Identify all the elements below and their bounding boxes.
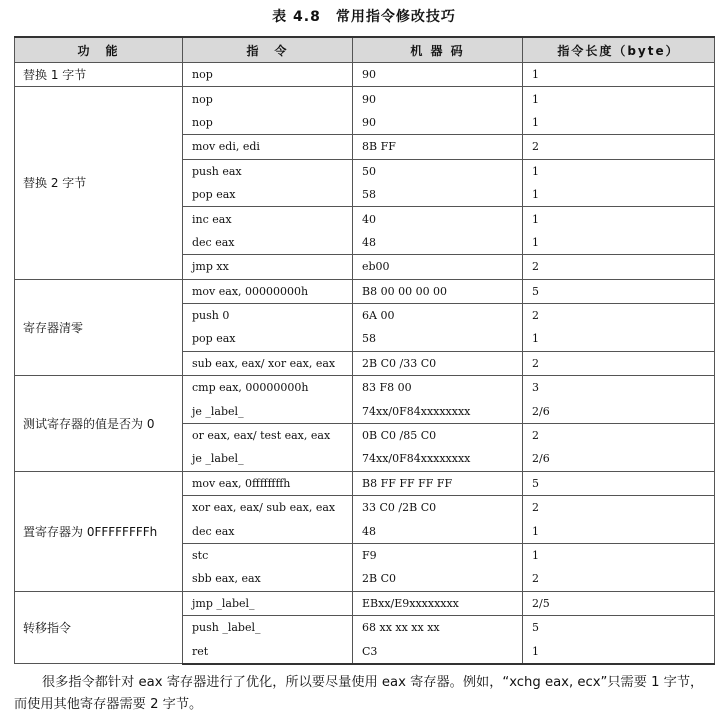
length-cell: 5 bbox=[523, 471, 715, 495]
machine-code-cell: 0B C0 /85 C0 bbox=[353, 423, 523, 447]
instruction-cell: push eax bbox=[183, 159, 353, 183]
machine-code-cell: B8 00 00 00 00 bbox=[353, 279, 523, 303]
machine-code-cell: 2B C0 /33 C0 bbox=[353, 351, 523, 375]
instruction-cell: sub eax, eax/ xor eax, eax bbox=[183, 351, 353, 375]
length-cell: 5 bbox=[523, 279, 715, 303]
table-caption: 表 4.8 常用指令修改技巧 bbox=[272, 9, 456, 25]
machine-code-cell: F9 bbox=[353, 543, 523, 567]
instruction-cell: nop bbox=[183, 111, 353, 135]
machine-code-cell: 90 bbox=[353, 63, 523, 87]
instruction-cell: pop eax bbox=[183, 327, 353, 351]
machine-code-cell: EBxx/E9xxxxxxxx bbox=[353, 591, 523, 615]
length-cell: 2/5 bbox=[523, 591, 715, 615]
function-cell: 置寄存器为 0FFFFFFFFh bbox=[15, 471, 183, 591]
instruction-cell: dec eax bbox=[183, 519, 353, 543]
instruction-cell: mov edi, edi bbox=[183, 135, 353, 159]
length-cell: 1 bbox=[523, 519, 715, 543]
length-cell: 1 bbox=[523, 183, 715, 207]
instruction-cell: stc bbox=[183, 543, 353, 567]
machine-code-cell: 2B C0 bbox=[353, 567, 523, 591]
length-cell: 2 bbox=[523, 567, 715, 591]
length-cell: 2 bbox=[523, 255, 715, 279]
machine-code-cell: 68 xx xx xx xx bbox=[353, 615, 523, 639]
length-cell: 2 bbox=[523, 303, 715, 327]
instruction-cell: cmp eax, 00000000h bbox=[183, 376, 353, 400]
header-instruction: 指 令 bbox=[183, 37, 353, 63]
instruction-cell: xor eax, eax/ sub eax, eax bbox=[183, 496, 353, 520]
instruction-cell: mov eax, 0ffffffffh bbox=[183, 471, 353, 495]
function-cell: 替换 1 字节 bbox=[15, 63, 183, 87]
length-cell: 1 bbox=[523, 231, 715, 255]
instruction-cell: push _label_ bbox=[183, 615, 353, 639]
length-cell: 1 bbox=[523, 543, 715, 567]
instruction-cell: nop bbox=[183, 63, 353, 87]
machine-code-cell: 6A 00 bbox=[353, 303, 523, 327]
table-row bbox=[15, 63, 715, 87]
instruction-cell: ret bbox=[183, 639, 353, 663]
machine-code-cell: 8B FF bbox=[353, 135, 523, 159]
length-cell: 3 bbox=[523, 376, 715, 400]
instruction-cell: push 0 bbox=[183, 303, 353, 327]
instruction-cell: sbb eax, eax bbox=[183, 567, 353, 591]
machine-code-cell: 90 bbox=[353, 111, 523, 135]
table-body bbox=[15, 63, 715, 664]
body-paragraph: 很多指令都针对 eax 寄存器进行了优化，所以要尽量使用 eax 寄存器。例如，“xchg eax, ecx”只需要 1 字节，而使用其他寄存器需要 2 字节。 bbox=[14, 675, 704, 712]
instruction-cell: pop eax bbox=[183, 183, 353, 207]
length-cell: 5 bbox=[523, 615, 715, 639]
instruction-cell: jmp _label_ bbox=[183, 591, 353, 615]
function-cell: 转移指令 bbox=[15, 591, 183, 664]
instruction-cell: jmp xx bbox=[183, 255, 353, 279]
machine-code-cell: 58 bbox=[353, 327, 523, 351]
length-cell: 1 bbox=[523, 327, 715, 351]
machine-code-cell: 48 bbox=[353, 231, 523, 255]
instruction-cell: inc eax bbox=[183, 207, 353, 231]
machine-code-cell: 58 bbox=[353, 183, 523, 207]
instruction-cell: or eax, eax/ test eax, eax bbox=[183, 423, 353, 447]
table-header-row bbox=[15, 37, 715, 63]
length-cell: 1 bbox=[523, 111, 715, 135]
length-cell: 2 bbox=[523, 423, 715, 447]
function-cell: 替换 2 字节 bbox=[15, 87, 183, 279]
machine-code-cell: 40 bbox=[353, 207, 523, 231]
instruction-table bbox=[14, 36, 715, 665]
length-cell: 2/6 bbox=[523, 447, 715, 471]
machine-code-cell: 33 C0 /2B C0 bbox=[353, 496, 523, 520]
table-row bbox=[15, 279, 715, 303]
machine-code-cell: 74xx/0F84xxxxxxxx bbox=[353, 399, 523, 423]
machine-code-cell: 74xx/0F84xxxxxxxx bbox=[353, 447, 523, 471]
machine-code-cell: 50 bbox=[353, 159, 523, 183]
table-row bbox=[15, 87, 715, 111]
length-cell: 1 bbox=[523, 87, 715, 111]
machine-code-cell: 90 bbox=[353, 87, 523, 111]
instruction-cell: dec eax bbox=[183, 231, 353, 255]
instruction-cell: nop bbox=[183, 87, 353, 111]
length-cell: 1 bbox=[523, 639, 715, 663]
length-cell: 2 bbox=[523, 351, 715, 375]
machine-code-cell: eb00 bbox=[353, 255, 523, 279]
function-cell: 测试寄存器的值是否为 0 bbox=[15, 376, 183, 472]
header-machine-code: 机 器 码 bbox=[353, 37, 523, 63]
instruction-cell: mov eax, 00000000h bbox=[183, 279, 353, 303]
length-cell: 2 bbox=[523, 135, 715, 159]
function-cell: 寄存器清零 bbox=[15, 279, 183, 376]
header-length: 指令长度（byte） bbox=[523, 37, 715, 63]
length-cell: 1 bbox=[523, 207, 715, 231]
length-cell: 1 bbox=[523, 63, 715, 87]
machine-code-cell: C3 bbox=[353, 639, 523, 663]
machine-code-cell: B8 FF FF FF FF bbox=[353, 471, 523, 495]
instruction-cell: je _label_ bbox=[183, 399, 353, 423]
length-cell: 2/6 bbox=[523, 399, 715, 423]
instruction-cell: je _label_ bbox=[183, 447, 353, 471]
table-row bbox=[15, 376, 715, 400]
table-row bbox=[15, 591, 715, 615]
machine-code-cell: 83 F8 00 bbox=[353, 376, 523, 400]
header-function: 功 能 bbox=[15, 37, 183, 63]
machine-code-cell: 48 bbox=[353, 519, 523, 543]
length-cell: 1 bbox=[523, 159, 715, 183]
length-cell: 2 bbox=[523, 496, 715, 520]
table-row bbox=[15, 471, 715, 495]
